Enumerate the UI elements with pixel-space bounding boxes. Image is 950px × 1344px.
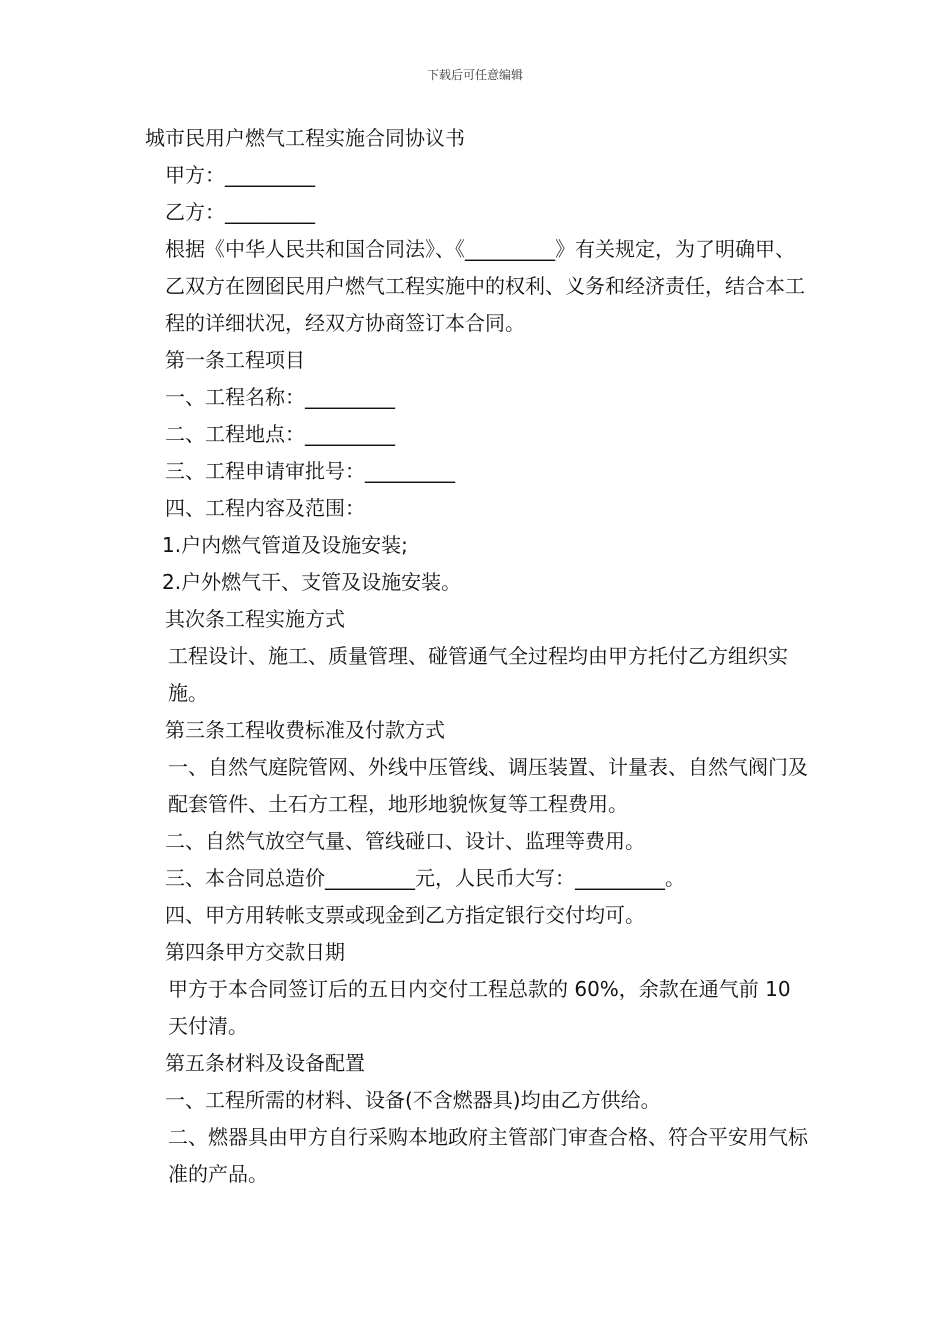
article-1-item: 三、工程申请审批号：_________ [165, 459, 455, 483]
article-1-heading: 第一条工程项目 [165, 348, 305, 372]
article-5-item-1: 一、工程所需的材料、设备(不含燃器具)均由乙方供给。 [165, 1088, 661, 1112]
article-4-text: 甲方于本合同签订后的五日内交付工程总款的 60%，余款在通气前 10 天付清。 [168, 977, 791, 1038]
article-1-subitem: 2.户外燃气干、支管及设施安装。 [162, 570, 462, 594]
article-3-item-1: 一、自然气庭院管网、外线中压管线、调压装置、计量表、自然气阀门及配套管件、土石方工程，地形地貌恢复等工程费用。 [168, 755, 808, 816]
article-1-item: 一、工程名称：_________ [165, 385, 395, 409]
article-5-heading: 第五条材料及设备配置 [165, 1051, 365, 1075]
party-a-field: 甲方：_________ [165, 163, 315, 187]
document-title: 城市民用户燃气工程实施合同协议书 [145, 126, 465, 150]
article-2-text: 工程设计、施工、质量管理、碰管通气全过程均由甲方托付乙方组织实施。 [168, 644, 788, 705]
article-3-item-4: 四、甲方用转帐支票或现金到乙方指定银行交付均可。 [165, 903, 645, 927]
article-1-subitem: 1.户内燃气管道及设施安装; [162, 533, 408, 557]
article-5-item-2: 二、燃器具由甲方自行采购本地政府主管部门审查合格、符合平安用气标准的产品。 [168, 1125, 808, 1186]
party-b-field: 乙方：_________ [165, 200, 315, 224]
article-3-item-2: 二、自然气放空气量、管线碰口、设计、监理等费用。 [165, 829, 645, 853]
article-1-item: 四、工程内容及范围： [165, 496, 365, 520]
page-header: 下载后可任意编辑 [426, 68, 523, 82]
article-4-heading: 第四条甲方交款日期 [165, 940, 345, 964]
intro-paragraph: 根据《中华人民共和国合同法》、《_________》有关规定，为了明确甲、乙双方在囫囵民用户燃气工程实施中的权利、义务和经济责任，结合本工程的详细状况，经双方协商签订本合同。 [165, 237, 805, 335]
article-3-heading: 第三条工程收费标准及付款方式 [165, 718, 445, 742]
article-3-item-3: 三、本合同总造价_________元，人民币大写：_________。 [165, 866, 685, 890]
article-2-heading: 其次条工程实施方式 [165, 607, 345, 631]
article-1-item: 二、工程地点：_________ [165, 422, 395, 446]
document-body [145, 120, 810, 1193]
